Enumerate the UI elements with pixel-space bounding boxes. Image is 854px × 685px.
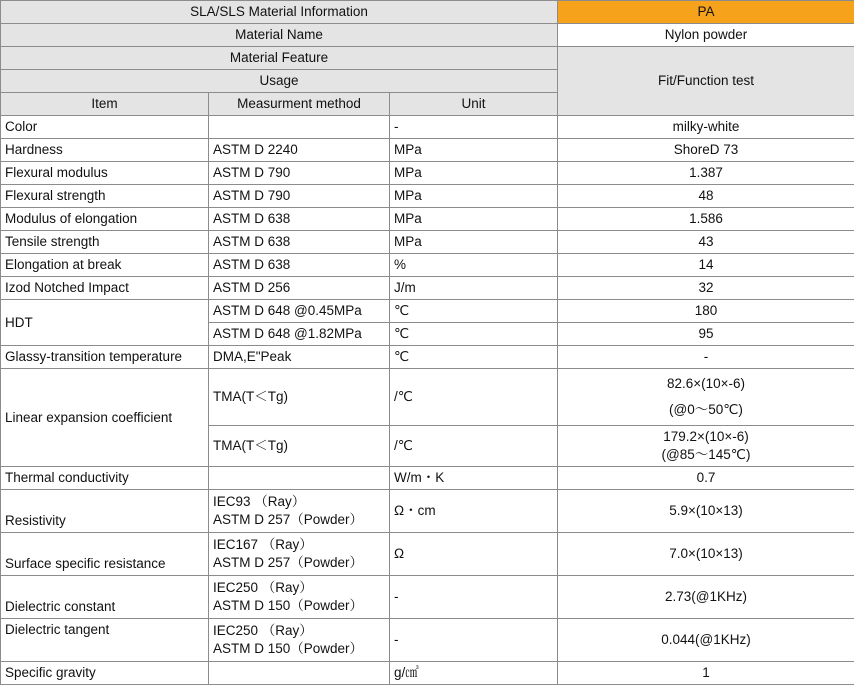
material-name-label: Material Name xyxy=(1,24,558,47)
table-row xyxy=(1,300,854,323)
item-cell: Flexural strength xyxy=(1,185,209,208)
table-row xyxy=(1,162,854,185)
method-cell: ASTM D 256 xyxy=(209,277,390,300)
unit-cell: ℃ xyxy=(390,346,558,369)
material-name-row xyxy=(1,24,854,47)
value-cell: 43 xyxy=(558,231,854,254)
method-cell: ASTM D 790 xyxy=(209,162,390,185)
value-line: 179.2×(10×-6) xyxy=(562,428,850,446)
unit-cell: MPa xyxy=(390,208,558,231)
table-row xyxy=(1,490,854,533)
table-row xyxy=(1,533,854,576)
value-cell: - xyxy=(558,346,854,369)
method-cell: ASTM D 2240 xyxy=(209,139,390,162)
item-cell: Thermal conductivity xyxy=(1,467,209,490)
value-cell: 14 xyxy=(558,254,854,277)
value-cell: milky-white xyxy=(558,116,854,139)
usage-value: Fit/Function test xyxy=(558,47,854,116)
table-row xyxy=(1,254,854,277)
unit-cell: MPa xyxy=(390,185,558,208)
unit-cell: g/㎤ xyxy=(390,662,558,685)
item-cell: Tensile strength xyxy=(1,231,209,254)
value-cell: 180 xyxy=(558,300,854,323)
value-cell: 32 xyxy=(558,277,854,300)
unit-cell: MPa xyxy=(390,162,558,185)
table-row xyxy=(1,346,854,369)
unit-cell: - xyxy=(390,619,558,662)
method-cell xyxy=(209,533,390,576)
header-title-row xyxy=(1,1,854,24)
table-row xyxy=(1,116,854,139)
column-header-item: Item xyxy=(1,93,209,116)
item-cell: Flexural modulus xyxy=(1,162,209,185)
method-cell xyxy=(209,619,390,662)
table-row xyxy=(1,185,854,208)
item-cell: Izod Notched Impact xyxy=(1,277,209,300)
unit-cell: J/m xyxy=(390,277,558,300)
item-cell: HDT xyxy=(1,300,209,346)
item-cell: Dielectric constant xyxy=(1,576,209,619)
unit-cell: ℃ xyxy=(390,323,558,346)
value-cell: 7.0×(10×13) xyxy=(558,533,854,576)
table-row xyxy=(1,139,854,162)
item-cell: Color xyxy=(1,116,209,139)
column-header-unit: Unit xyxy=(390,93,558,116)
value-cell: 95 xyxy=(558,323,854,346)
item-cell: Modulus of elongation xyxy=(1,208,209,231)
value-cell: ShoreD 73 xyxy=(558,139,854,162)
material-name-value: Nylon powder xyxy=(558,24,854,47)
method-line: ASTM D 150（Powder） xyxy=(213,640,385,658)
method-line: IEC250 （Ray） xyxy=(213,622,385,640)
value-line: (@0～50℃) xyxy=(562,401,850,419)
table-title: SLA/SLS Material Information xyxy=(1,1,558,24)
value-cell xyxy=(558,426,854,467)
table-row xyxy=(1,277,854,300)
method-line: IEC250 （Ray） xyxy=(213,579,385,597)
table-row xyxy=(1,369,854,426)
method-cell: ASTM D 638 xyxy=(209,254,390,277)
unit-cell: - xyxy=(390,576,558,619)
usage-label: Usage xyxy=(1,70,558,93)
value-cell: 1 xyxy=(558,662,854,685)
unit-cell: MPa xyxy=(390,139,558,162)
method-line: ASTM D 150（Powder） xyxy=(213,597,385,615)
item-cell: Linear expansion coefficient xyxy=(1,369,209,467)
unit-cell: % xyxy=(390,254,558,277)
value-cell xyxy=(558,369,854,426)
unit-cell: /℃ xyxy=(390,426,558,467)
method-line: IEC93 （Ray） xyxy=(213,493,385,511)
value-cell: 48 xyxy=(558,185,854,208)
item-cell: Glassy-transition temperature xyxy=(1,346,209,369)
unit-cell: Ω xyxy=(390,533,558,576)
table-row xyxy=(1,576,854,619)
unit-cell: /℃ xyxy=(390,369,558,426)
method-cell xyxy=(209,576,390,619)
method-cell: ASTM D 638 xyxy=(209,231,390,254)
value-line: (@85～145℃) xyxy=(562,446,850,464)
value-cell: 2.73(@1KHz) xyxy=(558,576,854,619)
unit-cell: ℃ xyxy=(390,300,558,323)
unit-cell: Ω・cm xyxy=(390,490,558,533)
method-line: IEC167 （Ray） xyxy=(213,536,385,554)
method-cell xyxy=(209,662,390,685)
method-cell: ASTM D 638 xyxy=(209,208,390,231)
column-header-method: Measurment method xyxy=(209,93,390,116)
value-cell: 0.044(@1KHz) xyxy=(558,619,854,662)
method-cell: DMA,E"Peak xyxy=(209,346,390,369)
table-row xyxy=(1,208,854,231)
table-row xyxy=(1,662,854,685)
item-cell: Specific gravity xyxy=(1,662,209,685)
item-cell: Hardness xyxy=(1,139,209,162)
item-cell: Dielectric tangent xyxy=(1,619,209,662)
method-cell xyxy=(209,490,390,533)
table-row xyxy=(1,619,854,662)
method-line: ASTM D 257（Powder） xyxy=(213,554,385,572)
unit-cell: MPa xyxy=(390,231,558,254)
method-cell: TMA(T＜Tg) xyxy=(209,369,390,426)
item-cell: Surface specific resistance xyxy=(1,533,209,576)
method-cell xyxy=(209,116,390,139)
unit-cell: - xyxy=(390,116,558,139)
value-cell: 0.7 xyxy=(558,467,854,490)
item-cell: Resistivity xyxy=(1,490,209,533)
table-row xyxy=(1,467,854,490)
table-row xyxy=(1,231,854,254)
value-cell: 1.586 xyxy=(558,208,854,231)
material-code: PA xyxy=(558,1,854,24)
unit-cell: W/m・K xyxy=(390,467,558,490)
value-cell: 1.387 xyxy=(558,162,854,185)
material-feature-row xyxy=(1,47,854,70)
method-cell: ASTM D 648 @0.45MPa xyxy=(209,300,390,323)
method-cell: TMA(T＜Tg) xyxy=(209,426,390,467)
material-feature-label: Material Feature xyxy=(1,47,558,70)
item-cell: Elongation at break xyxy=(1,254,209,277)
method-line: ASTM D 257（Powder） xyxy=(213,511,385,529)
value-cell: 5.9×(10×13) xyxy=(558,490,854,533)
method-cell: ASTM D 790 xyxy=(209,185,390,208)
value-line: 82.6×(10×-6) xyxy=(562,375,850,393)
method-cell xyxy=(209,467,390,490)
method-cell: ASTM D 648 @1.82MPa xyxy=(209,323,390,346)
